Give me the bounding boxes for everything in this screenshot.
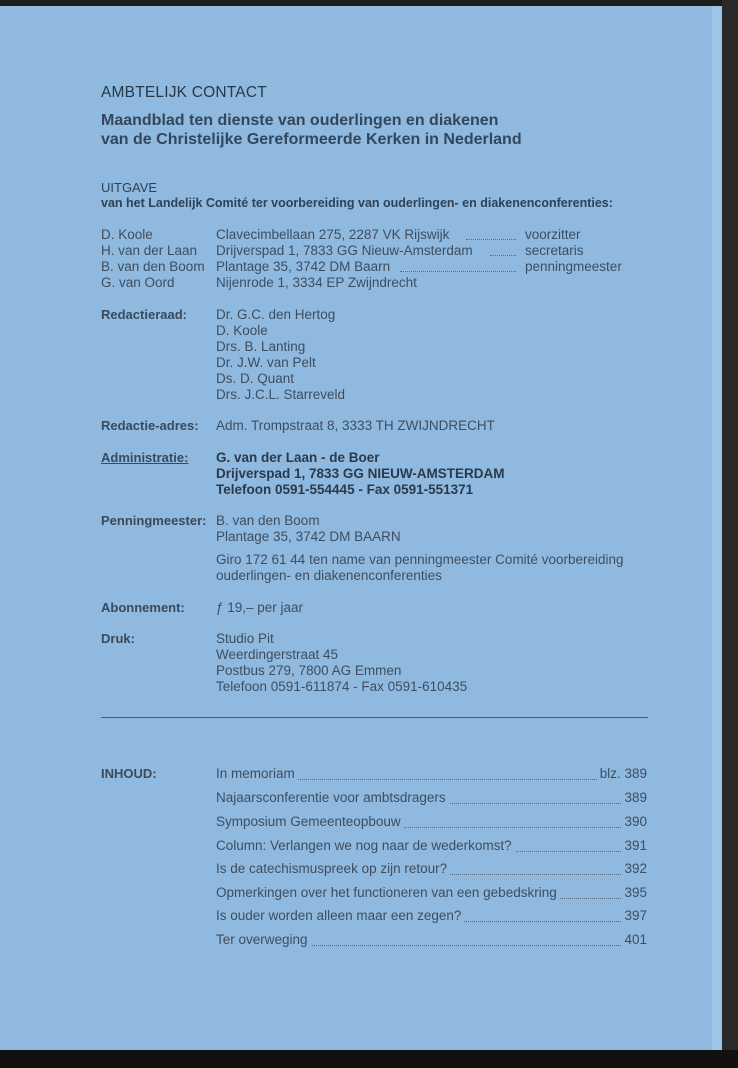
- penningmeester-line: B. van den Boom: [216, 513, 320, 528]
- toc-page: 389: [621, 790, 647, 805]
- toc-item: [216, 932, 647, 950]
- committee-name: H. van der Laan: [101, 243, 198, 258]
- toc-title: Najaarsconferentie voor ambtsdragers: [216, 790, 449, 805]
- toc-page: blz. 389: [597, 766, 647, 781]
- subtitle-line-2: van de Christelijke Gereformeerde Kerken in Nederland: [101, 131, 522, 148]
- committee-address: Nijenrode 1, 3334 EP Zwijndrecht: [216, 275, 417, 290]
- druk-line: Weerdingerstraat 45: [216, 647, 339, 662]
- page-edge-right: [722, 0, 738, 1068]
- administratie-label: Administratie:: [101, 450, 189, 465]
- leader-dots: [490, 255, 516, 256]
- giro-line: Giro 172 61 44 ten name van penningmeester Comité voorbereiding: [216, 552, 624, 567]
- divider-rule: [101, 717, 648, 718]
- toc-item: [216, 766, 647, 784]
- redactieraad-label: Redactieraad:: [101, 307, 187, 322]
- committee-role: voorzitter: [525, 227, 581, 242]
- toc-item: [216, 908, 647, 926]
- redactieraad-member: Drs. B. Lanting: [216, 339, 306, 354]
- administratie-line: G. van der Laan - de Boer: [216, 450, 380, 465]
- redactie-adres-value: Adm. Trompstraat 8, 3333 TH ZWIJNDRECHT: [216, 418, 495, 433]
- committee-address: Drijverspad 1, 7833 GG Nieuw-Amsterdam: [216, 243, 473, 258]
- toc-title: Ter overweging: [216, 932, 311, 947]
- toc-page: 392: [621, 861, 647, 876]
- administratie-line: Drijverspad 1, 7833 GG NIEUW-AMSTERDAM: [216, 466, 505, 481]
- toc-page: 395: [621, 885, 647, 900]
- toc-title: Is de catechismuspreek op zijn retour?: [216, 861, 450, 876]
- toc-page: 397: [621, 908, 647, 923]
- toc-title: Is ouder worden alleen maar een zegen?: [216, 908, 464, 923]
- committee-role: secretaris: [525, 243, 584, 258]
- leader-dots: [400, 271, 516, 272]
- committee-name: B. van den Boom: [101, 259, 205, 274]
- magazine-title: AMBTELIJK CONTACT: [101, 84, 267, 101]
- penningmeester-line: Plantage 35, 3742 DM BAARN: [216, 529, 401, 544]
- committee-name: G. van Oord: [101, 275, 175, 290]
- toc-title: Column: Verlangen we nog naar de wederkomst?: [216, 838, 515, 853]
- committee-role: penningmeester: [525, 259, 622, 274]
- toc-title: Opmerkingen over het functioneren van een gebedskring: [216, 885, 560, 900]
- redactieraad-member: Drs. J.C.L. Starreveld: [216, 387, 346, 402]
- toc-title: Symposium Gemeenteopbouw: [216, 814, 404, 829]
- redactieraad-member: D. Koole: [216, 323, 268, 338]
- page-edge-shadow: [712, 6, 722, 1050]
- inhoud-label: INHOUD:: [101, 766, 157, 781]
- toc-item: [216, 861, 647, 879]
- giro-line: ouderlingen- en diakenenconferenties: [216, 568, 442, 583]
- toc-item: [216, 814, 647, 832]
- administratie-line: Telefoon 0591-554445 - Fax 0591-551371: [216, 482, 474, 497]
- toc-item: [216, 790, 647, 808]
- leader-dots: [466, 239, 516, 240]
- committee-address: Clavecimbellaan 275, 2287 VK Rijswijk: [216, 227, 450, 242]
- subtitle-line-1: Maandblad ten dienste van ouderlingen en diakenen: [101, 112, 499, 129]
- druk-line: Postbus 279, 7800 AG Emmen: [216, 663, 402, 678]
- redactieraad-member: Dr. J.W. van Pelt: [216, 355, 316, 370]
- abonnement-label: Abonnement:: [101, 600, 185, 615]
- druk-line: Studio Pit: [216, 631, 274, 646]
- redactie-adres-label: Redactie-adres:: [101, 418, 199, 433]
- toc-page: 391: [621, 838, 647, 853]
- redactieraad-member: Dr. G.C. den Hertog: [216, 307, 336, 322]
- penningmeester-label: Penningmeester:: [101, 513, 207, 528]
- druk-line: Telefoon 0591-611874 - Fax 0591-610435: [216, 679, 468, 694]
- committee-address: Plantage 35, 3742 DM Baarn: [216, 259, 391, 274]
- toc-title: In memoriam: [216, 766, 298, 781]
- toc-page: 390: [621, 814, 647, 829]
- toc-item: [216, 885, 647, 903]
- redactieraad-member: Ds. D. Quant: [216, 371, 295, 386]
- committee-name: D. Koole: [101, 227, 153, 242]
- toc-page: 401: [621, 932, 647, 947]
- page-edge-bottom: [0, 1050, 738, 1068]
- druk-label: Druk:: [101, 631, 135, 646]
- uitgave-label: UITGAVE: [101, 180, 158, 195]
- toc-item: [216, 838, 647, 856]
- uitgave-text: van het Landelijk Comité ter voorbereiding van ouderlingen- en diakenenconferenties:: [101, 196, 613, 210]
- abonnement-value: ƒ 19,– per jaar: [216, 600, 304, 615]
